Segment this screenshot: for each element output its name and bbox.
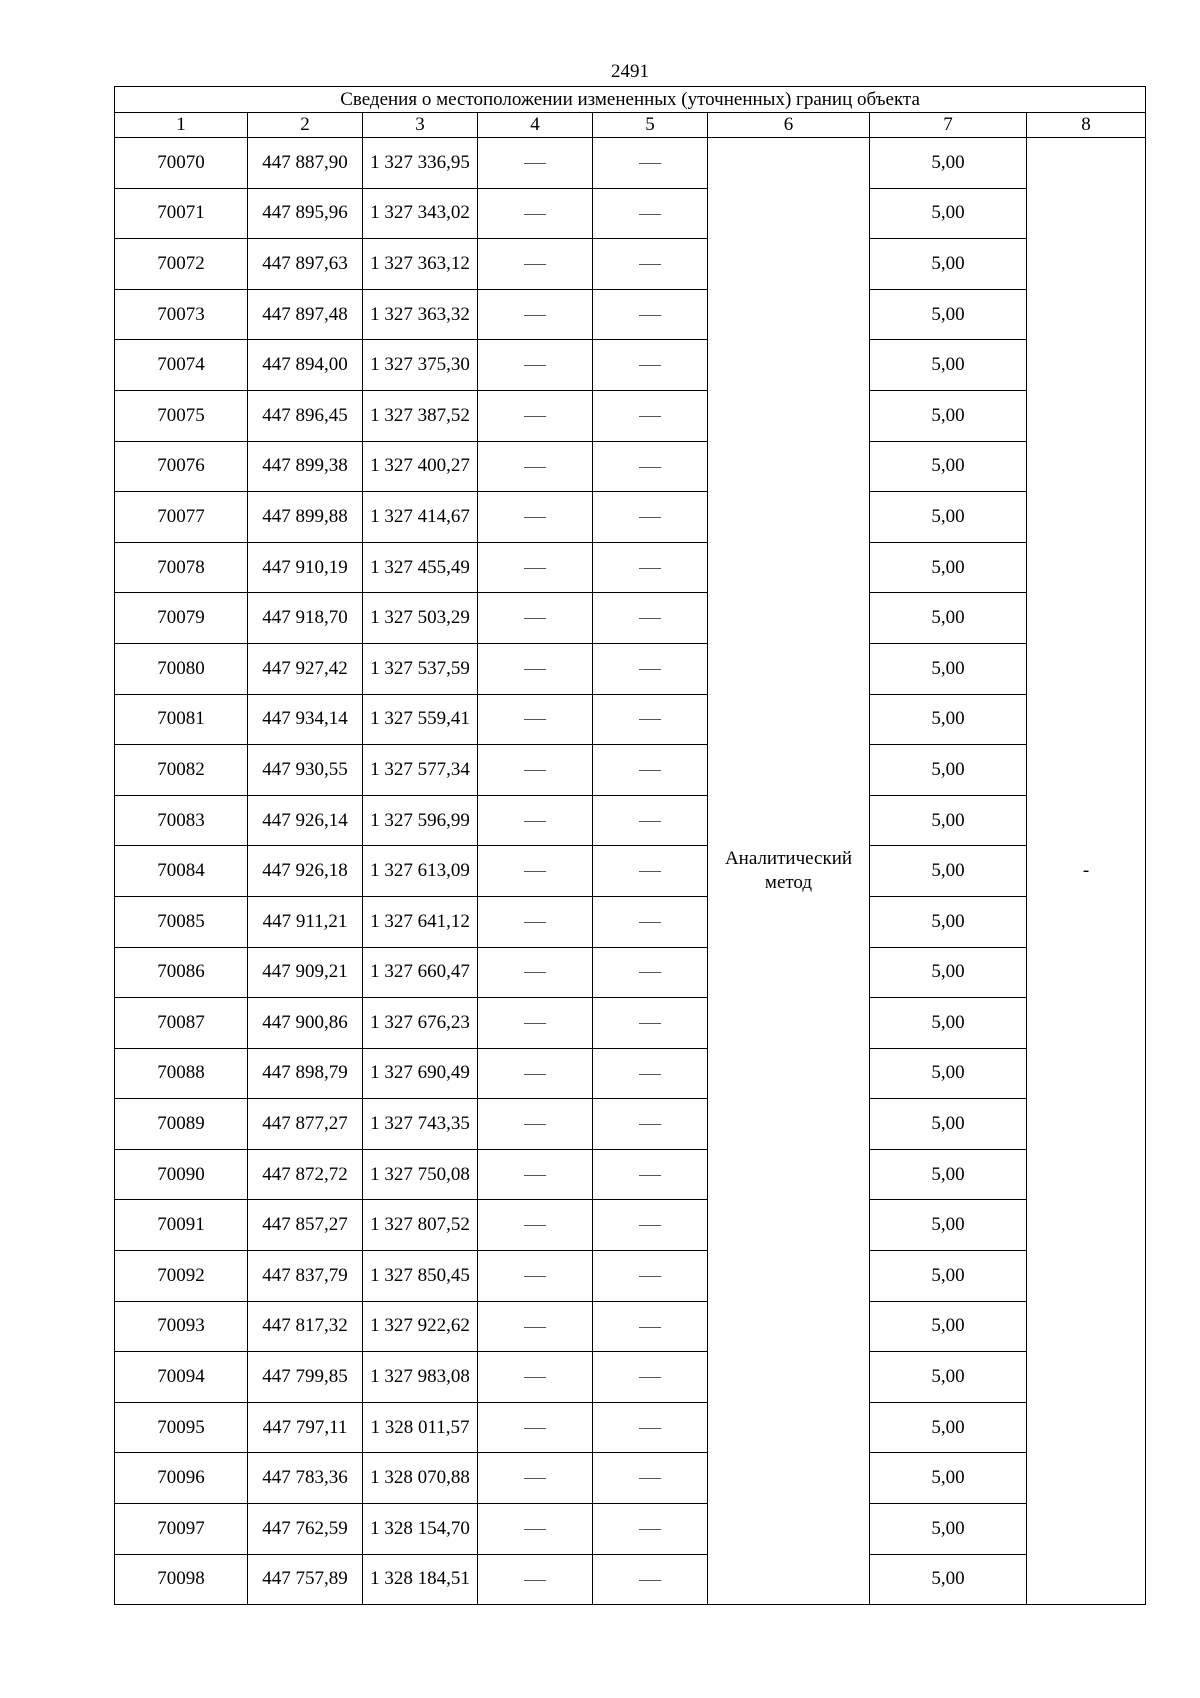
- empty-value-dash: [639, 1529, 661, 1530]
- empty-value-dash: [524, 568, 546, 569]
- point-number-cell: 70070: [115, 138, 248, 189]
- y-coordinate-cell: 1 327 503,29: [363, 593, 478, 644]
- empty-value-dash: [639, 1074, 661, 1075]
- empty-value-dash: [524, 1327, 546, 1328]
- empty-value-dash: [524, 1580, 546, 1581]
- column5-cell: [593, 542, 708, 593]
- empty-value-dash: [639, 821, 661, 822]
- empty-value-dash: [524, 1377, 546, 1378]
- x-coordinate-cell: 447 898,79: [248, 1048, 363, 1099]
- empty-value-dash: [639, 922, 661, 923]
- y-coordinate-cell: 1 328 070,88: [363, 1453, 478, 1504]
- x-coordinate-cell: 447 930,55: [248, 745, 363, 796]
- empty-value-dash: [524, 163, 546, 164]
- column4-cell: [478, 1048, 593, 1099]
- point-number-cell: 70098: [115, 1554, 248, 1605]
- table-row: [115, 846, 1146, 897]
- column5-cell: [593, 1099, 708, 1150]
- empty-value-dash: [639, 264, 661, 265]
- column5-cell: [593, 1048, 708, 1099]
- column4-cell: [478, 1251, 593, 1302]
- table-row: [115, 1352, 1146, 1403]
- column4-cell: [478, 795, 593, 846]
- empty-value-dash: [524, 1225, 546, 1226]
- accuracy-cell: 5,00: [870, 492, 1027, 543]
- x-coordinate-cell: 447 910,19: [248, 542, 363, 593]
- column4-cell: [478, 542, 593, 593]
- empty-value-dash: [639, 214, 661, 215]
- column5-cell: [593, 1554, 708, 1605]
- x-coordinate-cell: 447 927,42: [248, 643, 363, 694]
- table-row: [115, 998, 1146, 1049]
- column4-cell: [478, 1402, 593, 1453]
- column4-cell: [478, 441, 593, 492]
- y-coordinate-cell: 1 328 154,70: [363, 1504, 478, 1555]
- point-number-cell: 70073: [115, 289, 248, 340]
- empty-value-dash: [524, 467, 546, 468]
- table-row: [115, 1149, 1146, 1200]
- y-coordinate-cell: 1 327 559,41: [363, 694, 478, 745]
- accuracy-cell: 5,00: [870, 441, 1027, 492]
- x-coordinate-cell: 447 897,63: [248, 239, 363, 290]
- column4-cell: [478, 239, 593, 290]
- point-number-cell: 70078: [115, 542, 248, 593]
- point-number-cell: 70094: [115, 1352, 248, 1403]
- table-row: [115, 1200, 1146, 1251]
- accuracy-cell: 5,00: [870, 846, 1027, 897]
- point-number-cell: 70096: [115, 1453, 248, 1504]
- empty-value-dash: [524, 1529, 546, 1530]
- column5-cell: [593, 1251, 708, 1302]
- point-number-cell: 70075: [115, 390, 248, 441]
- column4-cell: [478, 1200, 593, 1251]
- accuracy-cell: 5,00: [870, 947, 1027, 998]
- empty-value-dash: [639, 568, 661, 569]
- y-coordinate-cell: 1 327 850,45: [363, 1251, 478, 1302]
- empty-value-dash: [639, 1175, 661, 1176]
- point-number-cell: 70093: [115, 1301, 248, 1352]
- x-coordinate-cell: 447 895,96: [248, 188, 363, 239]
- empty-value-dash: [524, 1276, 546, 1277]
- column5-cell: [593, 846, 708, 897]
- y-coordinate-cell: 1 327 363,32: [363, 289, 478, 340]
- x-coordinate-cell: 447 900,86: [248, 998, 363, 1049]
- empty-value-dash: [524, 871, 546, 872]
- point-number-cell: 70077: [115, 492, 248, 543]
- accuracy-cell: 5,00: [870, 745, 1027, 796]
- empty-value-dash: [524, 1074, 546, 1075]
- empty-value-dash: [639, 770, 661, 771]
- y-coordinate-cell: 1 328 011,57: [363, 1402, 478, 1453]
- column-header: 4: [478, 113, 593, 138]
- y-coordinate-cell: 1 327 537,59: [363, 643, 478, 694]
- empty-value-dash: [639, 315, 661, 316]
- accuracy-cell: 5,00: [870, 694, 1027, 745]
- point-number-cell: 70082: [115, 745, 248, 796]
- empty-value-dash: [524, 618, 546, 619]
- column5-cell: [593, 745, 708, 796]
- table-row: [115, 896, 1146, 947]
- x-coordinate-cell: 447 757,89: [248, 1554, 363, 1605]
- accuracy-cell: 5,00: [870, 1554, 1027, 1605]
- column8-cell: -: [1027, 138, 1146, 1605]
- y-coordinate-cell: 1 327 363,12: [363, 239, 478, 290]
- point-number-cell: 70092: [115, 1251, 248, 1302]
- x-coordinate-cell: 447 837,79: [248, 1251, 363, 1302]
- column5-cell: [593, 340, 708, 391]
- empty-value-dash: [639, 1225, 661, 1226]
- x-coordinate-cell: 447 918,70: [248, 593, 363, 644]
- accuracy-cell: 5,00: [870, 1352, 1027, 1403]
- accuracy-cell: 5,00: [870, 542, 1027, 593]
- table-row: [115, 1402, 1146, 1453]
- empty-value-dash: [639, 1124, 661, 1125]
- table-row: [115, 694, 1146, 745]
- column4-cell: [478, 947, 593, 998]
- empty-value-dash: [524, 1478, 546, 1479]
- column4-cell: [478, 1301, 593, 1352]
- y-coordinate-cell: 1 327 676,23: [363, 998, 478, 1049]
- column5-cell: [593, 390, 708, 441]
- point-number-cell: 70090: [115, 1149, 248, 1200]
- empty-value-dash: [639, 1580, 661, 1581]
- x-coordinate-cell: 447 797,11: [248, 1402, 363, 1453]
- empty-value-dash: [639, 517, 661, 518]
- column4-cell: [478, 289, 593, 340]
- empty-value-dash: [639, 669, 661, 670]
- table-row: [115, 1251, 1146, 1302]
- point-number-cell: 70091: [115, 1200, 248, 1251]
- column5-cell: [593, 138, 708, 189]
- column5-cell: [593, 289, 708, 340]
- column-header: 8: [1027, 113, 1146, 138]
- point-number-cell: 70080: [115, 643, 248, 694]
- column5-cell: [593, 1301, 708, 1352]
- point-number-cell: 70087: [115, 998, 248, 1049]
- point-number-cell: 70095: [115, 1402, 248, 1453]
- table-row: [115, 390, 1146, 441]
- y-coordinate-cell: 1 327 387,52: [363, 390, 478, 441]
- point-number-cell: 70086: [115, 947, 248, 998]
- method-cell: Аналитический метод: [708, 138, 870, 1605]
- column5-cell: [593, 694, 708, 745]
- empty-value-dash: [639, 1276, 661, 1277]
- y-coordinate-cell: 1 327 641,12: [363, 896, 478, 947]
- point-number-cell: 70072: [115, 239, 248, 290]
- column5-cell: [593, 998, 708, 1049]
- empty-value-dash: [639, 365, 661, 366]
- x-coordinate-cell: 447 934,14: [248, 694, 363, 745]
- table-title-row: [115, 87, 1146, 113]
- point-number-cell: 70089: [115, 1099, 248, 1150]
- accuracy-cell: 5,00: [870, 188, 1027, 239]
- empty-value-dash: [639, 416, 661, 417]
- y-coordinate-cell: 1 327 375,30: [363, 340, 478, 391]
- empty-value-dash: [524, 1428, 546, 1429]
- column4-cell: [478, 643, 593, 694]
- x-coordinate-cell: 447 911,21: [248, 896, 363, 947]
- empty-value-dash: [524, 719, 546, 720]
- x-coordinate-cell: 447 799,85: [248, 1352, 363, 1403]
- page-number: 2491: [611, 61, 649, 82]
- empty-value-dash: [639, 618, 661, 619]
- table-row: [115, 340, 1146, 391]
- y-coordinate-cell: 1 327 455,49: [363, 542, 478, 593]
- empty-value-dash: [639, 1428, 661, 1429]
- column4-cell: [478, 1099, 593, 1150]
- empty-value-dash: [524, 1124, 546, 1125]
- point-number-cell: 70085: [115, 896, 248, 947]
- empty-value-dash: [524, 1023, 546, 1024]
- x-coordinate-cell: 447 899,38: [248, 441, 363, 492]
- x-coordinate-cell: 447 762,59: [248, 1504, 363, 1555]
- accuracy-cell: 5,00: [870, 289, 1027, 340]
- accuracy-cell: 5,00: [870, 340, 1027, 391]
- column-header-row: [115, 113, 1146, 138]
- empty-value-dash: [639, 1327, 661, 1328]
- table-row: [115, 745, 1146, 796]
- y-coordinate-cell: 1 328 184,51: [363, 1554, 478, 1605]
- table-row: [115, 1048, 1146, 1099]
- column5-cell: [593, 593, 708, 644]
- empty-value-dash: [524, 1175, 546, 1176]
- column-header: 3: [363, 113, 478, 138]
- x-coordinate-cell: 447 909,21: [248, 947, 363, 998]
- empty-value-dash: [639, 1377, 661, 1378]
- column-header: 2: [248, 113, 363, 138]
- accuracy-cell: 5,00: [870, 593, 1027, 644]
- empty-value-dash: [524, 922, 546, 923]
- table-row: [115, 138, 1146, 189]
- accuracy-cell: 5,00: [870, 1149, 1027, 1200]
- x-coordinate-cell: 447 896,45: [248, 390, 363, 441]
- table-row: [115, 289, 1146, 340]
- point-number-cell: 70083: [115, 795, 248, 846]
- accuracy-cell: 5,00: [870, 1099, 1027, 1150]
- column5-cell: [593, 188, 708, 239]
- x-coordinate-cell: 447 899,88: [248, 492, 363, 543]
- point-number-cell: 70084: [115, 846, 248, 897]
- y-coordinate-cell: 1 327 343,02: [363, 188, 478, 239]
- column5-cell: [593, 896, 708, 947]
- accuracy-cell: 5,00: [870, 643, 1027, 694]
- column4-cell: [478, 138, 593, 189]
- column5-cell: [593, 947, 708, 998]
- empty-value-dash: [524, 669, 546, 670]
- accuracy-cell: 5,00: [870, 1301, 1027, 1352]
- column4-cell: [478, 492, 593, 543]
- accuracy-cell: 5,00: [870, 795, 1027, 846]
- y-coordinate-cell: 1 327 807,52: [363, 1200, 478, 1251]
- x-coordinate-cell: 447 817,32: [248, 1301, 363, 1352]
- column5-cell: [593, 1504, 708, 1555]
- table-row: [115, 795, 1146, 846]
- table-row: [115, 188, 1146, 239]
- column5-cell: [593, 1453, 708, 1504]
- x-coordinate-cell: 447 894,00: [248, 340, 363, 391]
- table-row: [115, 1301, 1146, 1352]
- y-coordinate-cell: 1 327 613,09: [363, 846, 478, 897]
- column4-cell: [478, 745, 593, 796]
- accuracy-cell: 5,00: [870, 1048, 1027, 1099]
- accuracy-cell: 5,00: [870, 1251, 1027, 1302]
- column4-cell: [478, 1352, 593, 1403]
- point-number-cell: 70097: [115, 1504, 248, 1555]
- table-row: [115, 593, 1146, 644]
- column-header: 5: [593, 113, 708, 138]
- column4-cell: [478, 340, 593, 391]
- column4-cell: [478, 998, 593, 1049]
- y-coordinate-cell: 1 327 414,67: [363, 492, 478, 543]
- column-header: 7: [870, 113, 1027, 138]
- empty-value-dash: [639, 719, 661, 720]
- column4-cell: [478, 1554, 593, 1605]
- empty-value-dash: [524, 770, 546, 771]
- y-coordinate-cell: 1 327 922,62: [363, 1301, 478, 1352]
- column4-cell: [478, 188, 593, 239]
- y-coordinate-cell: 1 327 577,34: [363, 745, 478, 796]
- column-header: 1: [115, 113, 248, 138]
- x-coordinate-cell: 447 926,14: [248, 795, 363, 846]
- accuracy-cell: 5,00: [870, 1453, 1027, 1504]
- empty-value-dash: [639, 1023, 661, 1024]
- x-coordinate-cell: 447 897,48: [248, 289, 363, 340]
- column5-cell: [593, 1200, 708, 1251]
- column4-cell: [478, 694, 593, 745]
- x-coordinate-cell: 447 887,90: [248, 138, 363, 189]
- table-title: Сведения о местоположении измененных (уточненных) границ объекта: [115, 87, 1146, 113]
- x-coordinate-cell: 447 877,27: [248, 1099, 363, 1150]
- x-coordinate-cell: 447 872,72: [248, 1149, 363, 1200]
- point-number-cell: 70088: [115, 1048, 248, 1099]
- empty-value-dash: [524, 365, 546, 366]
- table-row: [115, 1453, 1146, 1504]
- column4-cell: [478, 593, 593, 644]
- empty-value-dash: [524, 972, 546, 973]
- x-coordinate-cell: 447 783,36: [248, 1453, 363, 1504]
- accuracy-cell: 5,00: [870, 1504, 1027, 1555]
- empty-value-dash: [524, 517, 546, 518]
- table-row: [115, 1554, 1146, 1605]
- column4-cell: [478, 1504, 593, 1555]
- accuracy-cell: 5,00: [870, 239, 1027, 290]
- table-row: [115, 643, 1146, 694]
- table-row: [115, 441, 1146, 492]
- table-row: [115, 947, 1146, 998]
- point-number-cell: 70071: [115, 188, 248, 239]
- accuracy-cell: 5,00: [870, 1200, 1027, 1251]
- accuracy-cell: 5,00: [870, 138, 1027, 189]
- empty-value-dash: [639, 1478, 661, 1479]
- accuracy-cell: 5,00: [870, 390, 1027, 441]
- empty-value-dash: [639, 972, 661, 973]
- column4-cell: [478, 1453, 593, 1504]
- point-number-cell: 70074: [115, 340, 248, 391]
- y-coordinate-cell: 1 327 690,49: [363, 1048, 478, 1099]
- empty-value-dash: [524, 416, 546, 417]
- point-number-cell: 70081: [115, 694, 248, 745]
- column4-cell: [478, 846, 593, 897]
- point-number-cell: 70079: [115, 593, 248, 644]
- column5-cell: [593, 1149, 708, 1200]
- accuracy-cell: 5,00: [870, 998, 1027, 1049]
- table-row: [115, 492, 1146, 543]
- boundary-coordinates-table: [114, 86, 1146, 1605]
- column5-cell: [593, 1352, 708, 1403]
- empty-value-dash: [524, 821, 546, 822]
- column-header: 6: [708, 113, 870, 138]
- y-coordinate-cell: 1 327 743,35: [363, 1099, 478, 1150]
- y-coordinate-cell: 1 327 336,95: [363, 138, 478, 189]
- column4-cell: [478, 896, 593, 947]
- column4-cell: [478, 390, 593, 441]
- column5-cell: [593, 492, 708, 543]
- table-row: [115, 1504, 1146, 1555]
- point-number-cell: 70076: [115, 441, 248, 492]
- y-coordinate-cell: 1 327 750,08: [363, 1149, 478, 1200]
- empty-value-dash: [524, 315, 546, 316]
- empty-value-dash: [524, 264, 546, 265]
- accuracy-cell: 5,00: [870, 896, 1027, 947]
- empty-value-dash: [639, 467, 661, 468]
- y-coordinate-cell: 1 327 983,08: [363, 1352, 478, 1403]
- accuracy-cell: 5,00: [870, 1402, 1027, 1453]
- table-row: [115, 1099, 1146, 1150]
- empty-value-dash: [639, 871, 661, 872]
- column5-cell: [593, 643, 708, 694]
- x-coordinate-cell: 447 926,18: [248, 846, 363, 897]
- y-coordinate-cell: 1 327 596,99: [363, 795, 478, 846]
- x-coordinate-cell: 447 857,27: [248, 1200, 363, 1251]
- empty-value-dash: [639, 163, 661, 164]
- table-row: [115, 239, 1146, 290]
- empty-value-dash: [524, 214, 546, 215]
- table-row: [115, 542, 1146, 593]
- y-coordinate-cell: 1 327 660,47: [363, 947, 478, 998]
- column5-cell: [593, 795, 708, 846]
- column4-cell: [478, 1149, 593, 1200]
- column5-cell: [593, 1402, 708, 1453]
- column5-cell: [593, 239, 708, 290]
- y-coordinate-cell: 1 327 400,27: [363, 441, 478, 492]
- column5-cell: [593, 441, 708, 492]
